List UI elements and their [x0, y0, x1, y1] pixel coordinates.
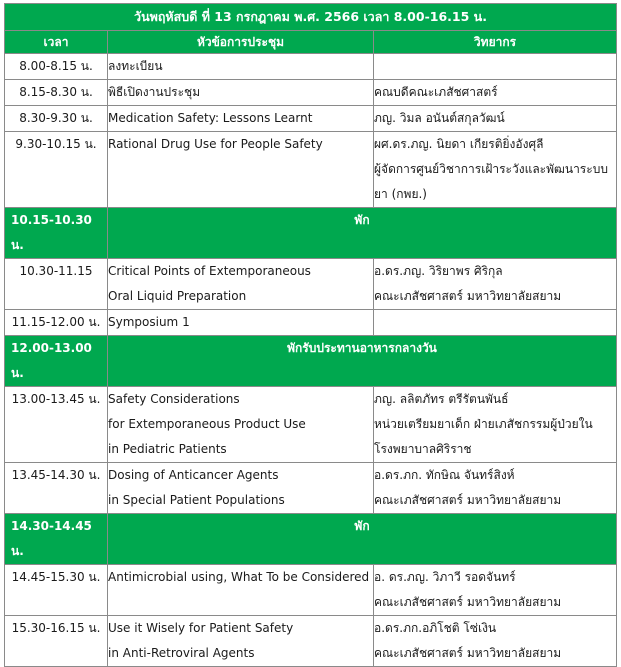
topic-line: Oral Liquid Preparation — [108, 289, 247, 303]
session-row — [5, 565, 617, 616]
break-time: 12.00-13.00 น. — [5, 336, 108, 387]
session-topic — [108, 132, 374, 208]
break-label: พัก — [108, 208, 617, 259]
schedule-title: วันพฤหัสบดี ที่ 13 กรกฎาคม พ.ศ. 2566 เวลา 8.00-16.15 น. — [5, 4, 617, 31]
speaker-line: อ.ดร.ภญ. วิริยาพร ศิริกุล — [374, 264, 503, 278]
session-row — [5, 132, 617, 208]
session-speaker — [374, 106, 617, 132]
topic-line: Safety Considerations — [108, 392, 240, 406]
topic-line: Medication Safety: Lessons Learnt — [108, 111, 313, 125]
topic-line: in Pediatric Patients — [108, 442, 227, 456]
session-time: 14.45-15.30 น. — [5, 565, 108, 616]
speaker-line: หน่วยเตรียมยาเด็ก ฝ่ายเภสัชกรรมผู้ป่วยใน — [374, 417, 593, 431]
topic-line: Rational Drug Use for People Safety — [108, 137, 323, 151]
speaker-line: อ. ดร.ภญ. วิภาวี รอดจันทร์ — [374, 570, 516, 584]
session-topic — [108, 463, 374, 514]
session-topic — [108, 616, 374, 667]
header-row — [5, 31, 617, 54]
session-speaker — [374, 565, 617, 616]
break-row — [5, 514, 617, 565]
speaker-line: อ.ดร.ภก.อภิโชติ โซ่เงิน — [374, 621, 497, 635]
session-speaker — [374, 132, 617, 208]
session-row — [5, 463, 617, 514]
session-speaker — [374, 259, 617, 310]
session-time: 8.15-8.30 น. — [5, 80, 108, 106]
session-row — [5, 259, 617, 310]
topic-line: Antimicrobial using, What To be Considered — [108, 570, 370, 584]
session-time: 10.30-11.15 — [5, 259, 108, 310]
topic-line: Critical Points of Extemporaneous — [108, 264, 311, 278]
speaker-line: ภญ. วิมล อนันต์สกุลวัฒน์ — [374, 111, 505, 125]
speaker-line: ยา (กพย.) — [374, 187, 427, 201]
header-topic: หัวข้อการประชุม — [108, 31, 374, 54]
break-time: 10.15-10.30 น. — [5, 208, 108, 259]
break-label: พักรับประทานอาหารกลางวัน — [108, 336, 617, 387]
schedule-body — [5, 54, 617, 667]
speaker-line: ผศ.ดร.ภญ. นิยดา เกียรติยิ่งอังศุลี — [374, 137, 544, 151]
topic-line: in Anti-Retroviral Agents — [108, 646, 255, 660]
session-topic — [108, 80, 374, 106]
speaker-line: คณบดีคณะเภสัชศาสตร์ — [374, 85, 498, 99]
session-speaker — [374, 387, 617, 463]
break-row — [5, 208, 617, 259]
topic-line: in Special Patient Populations — [108, 493, 285, 507]
speaker-line: คณะเภสัชศาสตร์ มหาวิทยาลัยสยาม — [374, 289, 562, 303]
speaker-line: ผู้จัดการศูนย์วิชาการเฝ้าระวังและพัฒนาระบบ — [374, 162, 608, 176]
session-row — [5, 106, 617, 132]
speaker-line: คณะเภสัชศาสตร์ มหาวิทยาลัยสยาม — [374, 595, 562, 609]
break-time: 14.30-14.45 น. — [5, 514, 108, 565]
speaker-line: โรงพยาบาลศิริราช — [374, 442, 472, 456]
topic-line: ลงทะเบียน — [108, 59, 163, 73]
session-row — [5, 310, 617, 336]
session-row — [5, 80, 617, 106]
speaker-line: คณะเภสัชศาสตร์ มหาวิทยาลัยสยาม — [374, 493, 562, 507]
session-speaker — [374, 310, 617, 336]
session-topic — [108, 387, 374, 463]
session-speaker — [374, 54, 617, 80]
topic-line: Use it Wisely for Patient Safety — [108, 621, 294, 635]
title-row — [5, 4, 617, 31]
session-time: 13.45-14.30 น. — [5, 463, 108, 514]
schedule-table — [4, 3, 617, 667]
session-row — [5, 616, 617, 667]
speaker-line: คณะเภสัชศาสตร์ มหาวิทยาลัยสยาม — [374, 646, 562, 660]
session-time: 8.30-9.30 น. — [5, 106, 108, 132]
session-row — [5, 387, 617, 463]
session-time: 11.15-12.00 น. — [5, 310, 108, 336]
break-row — [5, 336, 617, 387]
topic-line: พิธีเปิดงานประชุม — [108, 85, 201, 99]
session-topic — [108, 565, 374, 616]
topic-line: for Extemporaneous Product Use — [108, 417, 306, 431]
session-speaker — [374, 616, 617, 667]
session-time: 13.00-13.45 น. — [5, 387, 108, 463]
session-time: 9.30-10.15 น. — [5, 132, 108, 208]
speaker-line: อ.ดร.ภก. ทักษิณ จันทร์สิงห์ — [374, 468, 515, 482]
speaker-line: ภญ. ลลิตภัทร ตรีรัตนพันธ์ — [374, 392, 509, 406]
topic-line: Symposium 1 — [108, 315, 190, 329]
header-time: เวลา — [5, 31, 108, 54]
break-label: พัก — [108, 514, 617, 565]
topic-line: Dosing of Anticancer Agents — [108, 468, 279, 482]
session-speaker — [374, 80, 617, 106]
session-row — [5, 54, 617, 80]
header-speaker: วิทยากร — [374, 31, 617, 54]
session-speaker — [374, 463, 617, 514]
session-topic — [108, 54, 374, 80]
session-time: 8.00-8.15 น. — [5, 54, 108, 80]
session-time: 15.30-16.15 น. — [5, 616, 108, 667]
session-topic — [108, 106, 374, 132]
session-topic — [108, 310, 374, 336]
session-topic — [108, 259, 374, 310]
